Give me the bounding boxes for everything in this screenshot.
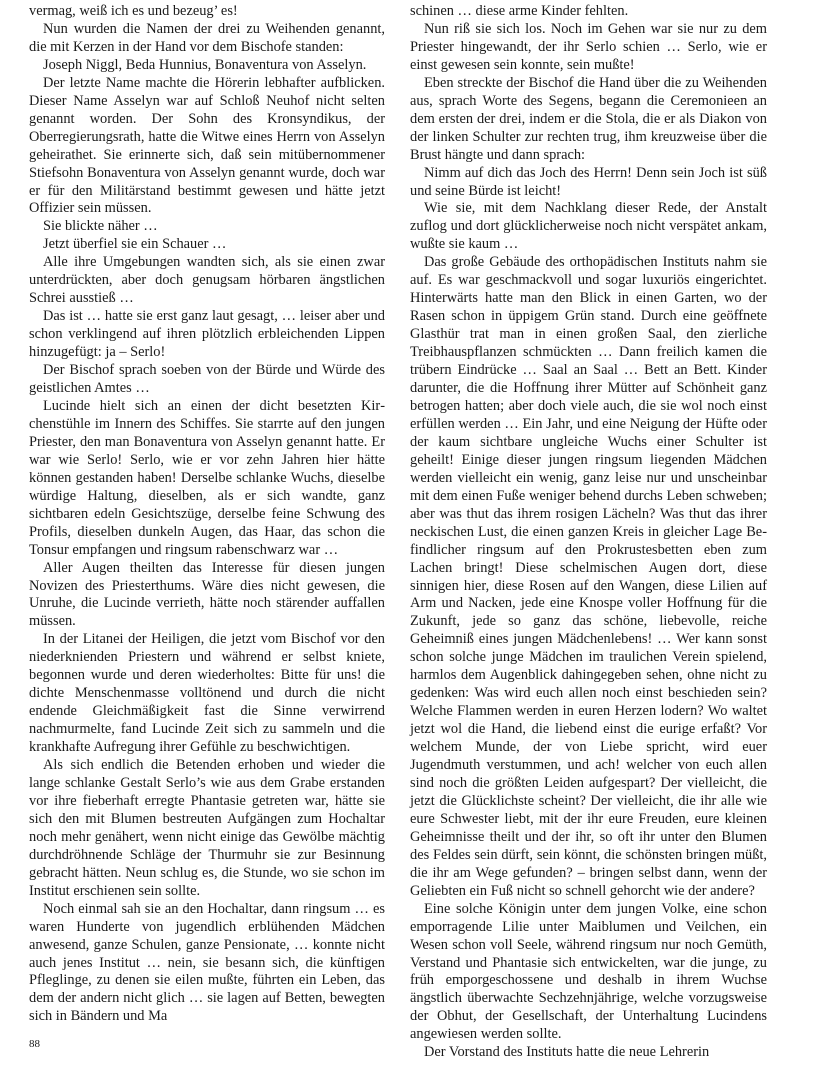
paragraph: Eine solche Königin unter dem jungen Volke, eine schon emporragende Lilie unter Maiblumen und Veilchen, ein Wesen schon voll Seele, während ringsum nur noch Gemüth, Verstand und Phantasie sich entwickelten, war die junge, zu früh emporgeschossene und deshalb in ihrem Wuchse ängstlich überwachte Sechzehnjährige, welche vorzugsweise der Obhut, der Gesellschaft, der Unterhaltung Lucindens angewiesen werden sollte. xyxy=(410,900,767,1043)
paragraph: schinen … diese arme Kinder fehlten. xyxy=(410,3,629,19)
paragraph: In der Litanei der Heiligen, die jetzt vom Bischof vor den niederknienden Priestern und während er selbst kniete, begonnen wurde und deren wiederholtes: Bitte für uns! die dichte Menschenmasse volltönend und durch die nicht endende Gleichmäßigkeit fast die Sinne verwirrend nachmurmelte, fand Lucinde Zeit sich zu sammeln und die krankhafte Aufregung ihrer Gefühle zu beschwichtigen. xyxy=(29,631,385,756)
paragraph: Jetzt überfiel sie ein Schauer … xyxy=(43,236,227,253)
page-number: 88 xyxy=(29,1038,40,1050)
paragraph: Aller Augen theilten das Interesse für diesen jungen Novizen des Priesterthums. Wäre dies nicht gewesen, die Unruhe, die Lucinde verrieth, hätte noch stärender auffallen müssen. xyxy=(29,559,385,630)
paragraph: Joseph Niggl, Beda Hunnius, Bonaventura von Asselyn. xyxy=(43,56,367,73)
paragraph: Noch einmal sah sie an den Hochaltar, dann ringsum … es waren Hunderte von jugendlich erblühenden Mädchen anwesend, ganze Schulen, ganze Pensionate, … konnte nicht auch jenes Institut … nein, sie besann sich, die künftigen Pfleglinge, zu denen sie eilen mußte, führten ein Leben, das dem der andern nicht glich … sie lagen auf Betten, bewegten sich in Bändern und Ma xyxy=(29,900,385,1025)
paragraph: Wie sie, mit dem Nachklang dieser Rede, der Anstalt zuflog und dort glücklicherweise noch nicht verspätet ankam, wußte sie kaum … xyxy=(410,200,767,253)
right-text-column xyxy=(410,3,767,1062)
paragraph: Lucinde hielt sich an einen der dicht besetzten Kirchenstühle im Innern des Schiffes. Sie starrte auf den jungen Priester, den man Bonaventura von Asselyn genannt hatte. Er war wie Serlo! Serlo, wie er vor zehn Jahren hier hätte können gestanden haben! Derselbe schlanke Wuchs, dieselbe würdige Haltung, dieselben, als er sich wandte, ganz sichtbaren edeln Gesichtszüge, derselbe feine Schwung des Profils, dieselben dunkeln Augen, das Haar, das schon die Tonsur empfangen und ringsum rabenschwarz war … xyxy=(29,397,385,558)
paragraph: Nimm auf dich das Joch des Herrn! Denn sein Joch ist süß und seine Bürde ist leicht! xyxy=(410,164,767,199)
paragraph: Sie blickte näher … xyxy=(43,218,158,235)
paragraph: Das große Gebäude des orthopädischen Instituts nahm sie auf. Es war geschmackvoll und sogar luxuriös eingerichtet. Hinterwärts hatte man den Blick in einen Garten, wo der Rasen schon in üppigem Grün stand. Durch eine geöffnete Glasthür trat man in einen großen Saal, den zierliche Treibhauspflanzen schmückten … Dann freilich kamen die trübern Eindrücke … Saal an Saal … Bett an Bett. Kinder darunter, die die Hoffnung ihrer Mütter auf Schönheit ganz betrogen hatten; aber doch viele auch, die sie wol noch einst erfüllen werden … Ein Jahr, und eine Neigung der Hüfte oder der kaum sichtbare ungleiche Wuchs einer Schulter ist geheilt! Einige dieser jungen ringsum liegenden Mädchen werden vielleicht ein wenig, ganz leise nur und unscheinbar mit dem einen Fuße weniger behend durchs Leben schweben; aber was thut das ihrem rosigen Lächeln? Was thut das ihrer neckischen Lust, die einen ganzen Kreis in gleicher Lage Befindlicher ringsum auf den Prokrustesbetten eben zum Lachen bringt! Diese schelmischen Augen dort, diese sinnigen hier, diese Rosen auf den Wangen, diese Lilien auf Arm und Nacken, jede eine Knospe voller Hoffnung für die Zukunft, jede so ganz das schöne, liebevolle, reiche Geheimniß eines jungen Mädchenlebens! … Wer kann sonst schon solche junge Mädchen im traulichen Verein spielend, harmlos dem Augenblick dahingegeben sehen, ohne nicht zu gedenken: Was wird euch allen noch einst beschieden sein? Welche Flammen werden in euren Herzen lodern? Wo waltet jetzt wol die Hand, die liebend einst die eurige erfaßt? Vor welchem Munde, der von Liebe spricht, wird euer Jugendmuth verstummen, und ach! welcher von euch allen sind noch die größten Leiden aufgespart? Der vielleicht, die jetzt die Glücklichste scheint? Der vielleicht, die ihr alle wie eure Schwester liebt, mit der ihr eure Freuden, eure kleinen Geheimnisse theilt und der ihr, so oft ihr unter den Blumen des Feldes sein dürft, sein könnt, die schönsten bringen müßt, die ihr am Wege gefunden? – bringen selbst dann, wenn der Geliebten ein Fuß nicht so schnell gehorcht wie der andere? xyxy=(410,254,767,899)
paragraph: Nun wurden die Namen der drei zu Weihenden genannt, die mit Kerzen in der Hand vor dem Bischofe standen: xyxy=(29,20,385,55)
paragraph: Das ist … hatte sie erst ganz laut gesagt, … leiser aber und schon verklingend auf ihren plötzlich erbleichenden Lippen hinzugefügt: ja – Serlo! xyxy=(29,308,385,361)
left-text-column xyxy=(29,3,385,1026)
paragraph: vermag, weiß ich es und bezeug’ es! xyxy=(29,3,238,19)
paragraph: Der Bischof sprach soeben von der Bürde und Würde des geistlichen Amtes … xyxy=(29,362,385,397)
paragraph: Nun riß sie sich los. Noch im Gehen war sie nur zu dem Priester hingewandt, der ihr Serlo schien … Serlo, wie er einst gewesen sein konnte, sein mußte! xyxy=(410,20,767,73)
paragraph: Als sich endlich die Betenden erhoben und wieder die lange schlanke Gestalt Serlo’s wie aus dem Grabe erstanden vor ihre fieberhaft erregte Phantasie getreten war, hätte sie sich den mit Blumen bestreuten Aufgängen zum Hochaltar noch mehr genähert, wenn nicht einige das Gewölbe mächtig durchdröhnende Schläge der Thurmuhr sie zur Besinnung gebracht hätten. Neun schlug es, die Stunde, wo sie schon im Institut erschienen sein sollte. xyxy=(29,757,385,899)
paragraph: Der letzte Name machte die Hörerin lebhafter aufblicken. Dieser Name Asselyn war auf Schloß Neuhof nicht selten genannt worden. Der Sohn des Kronsyndikus, der Oberregierungsrath, hatte die Witwe eines Herrn von Asselyn geheirathet. Sie erinnerte sich, daß sein mitübernommener Stiefsohn Bonaventura von Asselyn genannt wurde, doch war er für den Militärstand bestimmt gewesen und hätte jetzt Offizier sein müssen. xyxy=(29,74,385,217)
paragraph: Eben streckte der Bischof die Hand über die zu Weihenden aus, sprach Worte des Segens, begann die Ceremonieen an dem ersten der drei, indem er die Stola, die er als Diakon von der linken Schulter zur rechten trug, ihm kreuzweise über die Brust hängte und dann sprach: xyxy=(410,74,767,163)
paragraph: Der Vorstand des Instituts hatte die neue Lehrerin xyxy=(424,1044,710,1061)
paragraph: Alle ihre Umgebungen wandten sich, als sie einen zwar unterdrückten, aber doch genugsam hörbaren ängstlichen Schrei ausstieß … xyxy=(29,254,385,307)
